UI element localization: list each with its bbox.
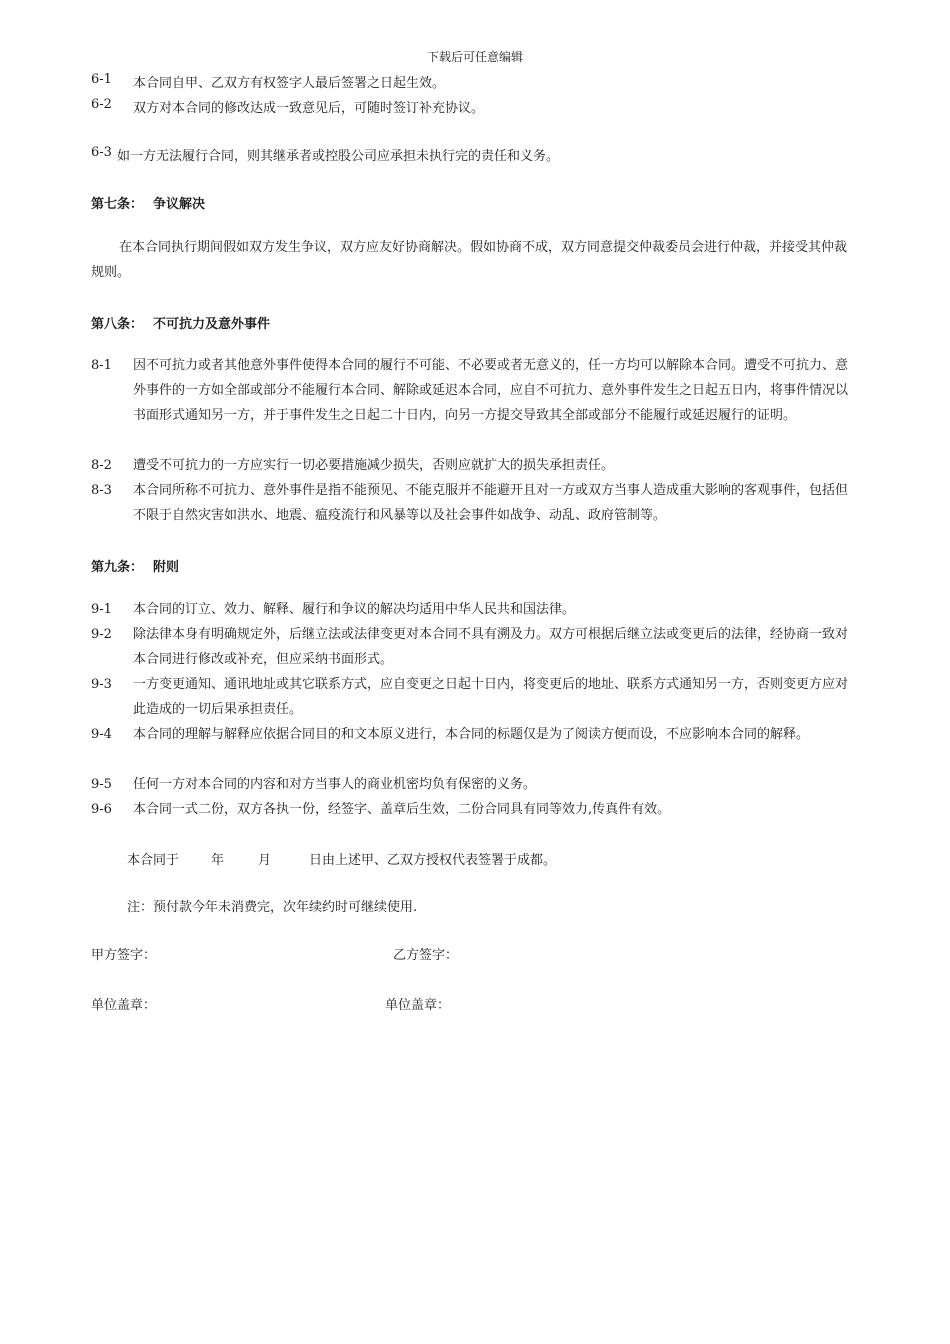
clause-number: 9-2 bbox=[91, 627, 112, 642]
article-number: 第九条： bbox=[91, 560, 144, 575]
clause-number: 8-2 bbox=[91, 458, 112, 473]
prepayment-note: 注：预付款今年未消费完，次年续约时可继续使用. bbox=[127, 900, 418, 915]
party-a-seal-label: 单位盖章： bbox=[91, 998, 157, 1013]
article-title: 附则 bbox=[153, 560, 180, 575]
clause-text: 一方变更通知、通讯地址或其它联系方式，应自变更之日起十日内，将变更后的地址、联系方式通知另一方，否则变更方应对此造成的一切后果承担责任。 bbox=[133, 677, 849, 717]
clause-number: 6-1 bbox=[91, 72, 112, 87]
clause-number: 9-1 bbox=[91, 602, 112, 617]
clause-text: 本合同所称不可抗力、意外事件是指不能预见、不能克服并不能避开且对一方或双方当事人造成重大影响的客观事件，包括但不限于自然灾害如洪水、地震、瘟疫流行和风暴等以及社会事件如战争、动乱、政府管制等。 bbox=[133, 483, 849, 523]
article-number: 第七条： bbox=[91, 197, 144, 212]
clause-text: 本合同的理解与解释应依据合同目的和文本原义进行，本合同的标题仅是为了阅读方便而设，不应影响本合同的解释。 bbox=[133, 727, 810, 742]
clause-number: 8-1 bbox=[91, 358, 112, 373]
signing-date-line bbox=[127, 849, 556, 868]
clause-number: 9-3 bbox=[91, 677, 112, 692]
article-heading bbox=[91, 193, 205, 212]
clause-text: 遭受不可抗力的一方应实行一切必要措施减少损失，否则应就扩大的损失承担责任。 bbox=[133, 458, 615, 473]
clause-text: 除法律本身有明确规定外，后继立法或法律变更对本合同不具有溯及力。双方可根据后继立法或变更后的法律，经协商一致对本合同进行修改或补充，但应采纳书面形式。 bbox=[133, 627, 849, 667]
clause-text: 本合同的订立、效力、解释、履行和争议的解决均适用中华人民共和国法律。 bbox=[133, 602, 576, 617]
party-b-seal-label: 单位盖章： bbox=[385, 998, 451, 1013]
header-note: 下载后可任意编辑 bbox=[426, 50, 523, 64]
clause-number: 6-3 bbox=[91, 145, 112, 160]
date-month: 月 bbox=[258, 853, 272, 868]
clause-number: 8-3 bbox=[91, 483, 112, 498]
date-suffix: 日由上述甲、乙双方授权代表签署于成都。 bbox=[309, 853, 557, 868]
date-prefix: 本合同于 bbox=[127, 853, 180, 868]
article-heading bbox=[91, 313, 270, 332]
article-title: 不可抗力及意外事件 bbox=[153, 317, 271, 332]
party-b-signature-label: 乙方签字： bbox=[393, 948, 459, 963]
clause-number: 9-5 bbox=[91, 777, 112, 792]
article-heading bbox=[91, 556, 179, 575]
clause-text: 如一方无法履行合同，则其继承者或控股公司应承担未执行完的责任和义务。 bbox=[117, 149, 560, 164]
article-title: 争议解决 bbox=[153, 197, 206, 212]
clause-text: 双方对本合同的修改达成一致意见后，可随时签订补充协议。 bbox=[133, 101, 485, 116]
date-year: 年 bbox=[211, 853, 225, 868]
clause-number: 9-6 bbox=[91, 802, 112, 817]
clause-text: 任何一方对本合同的内容和对方当事人的商业机密均负有保密的义务。 bbox=[133, 777, 537, 792]
clause-number: 9-4 bbox=[91, 727, 112, 742]
clause-text: 因不可抗力或者其他意外事件使得本合同的履行不可能、不必要或者无意义的，任一方均可以解除本合同。遭受不可抗力、意外事件的一方如全部或部分不能履行本合同、解除或延迟本合同，应自不可抗力、意外事件发生之日起五日内，将事件情况以书面形式通知另一方，并于事件发生之日起二十日内，向另一方提交导致其全部或部分不能履行或延迟履行的证明。 bbox=[133, 358, 849, 423]
article-number: 第八条： bbox=[91, 317, 144, 332]
clause-text: 本合同自甲、乙双方有权签字人最后签署之日起生效。 bbox=[133, 76, 446, 91]
clause-number: 6-2 bbox=[91, 97, 112, 112]
clause-text: 本合同一式二份，双方各执一份，经签字、盖章后生效，二份合同具有同等效力,传真件有效。 bbox=[133, 802, 671, 817]
party-a-signature-label: 甲方签字： bbox=[91, 948, 157, 963]
article-body: 在本合同执行期间假如双方发生争议，双方应友好协商解决。假如协商不成，双方同意提交仲裁委员会进行仲裁，并接受其仲裁规则。 bbox=[91, 240, 848, 280]
